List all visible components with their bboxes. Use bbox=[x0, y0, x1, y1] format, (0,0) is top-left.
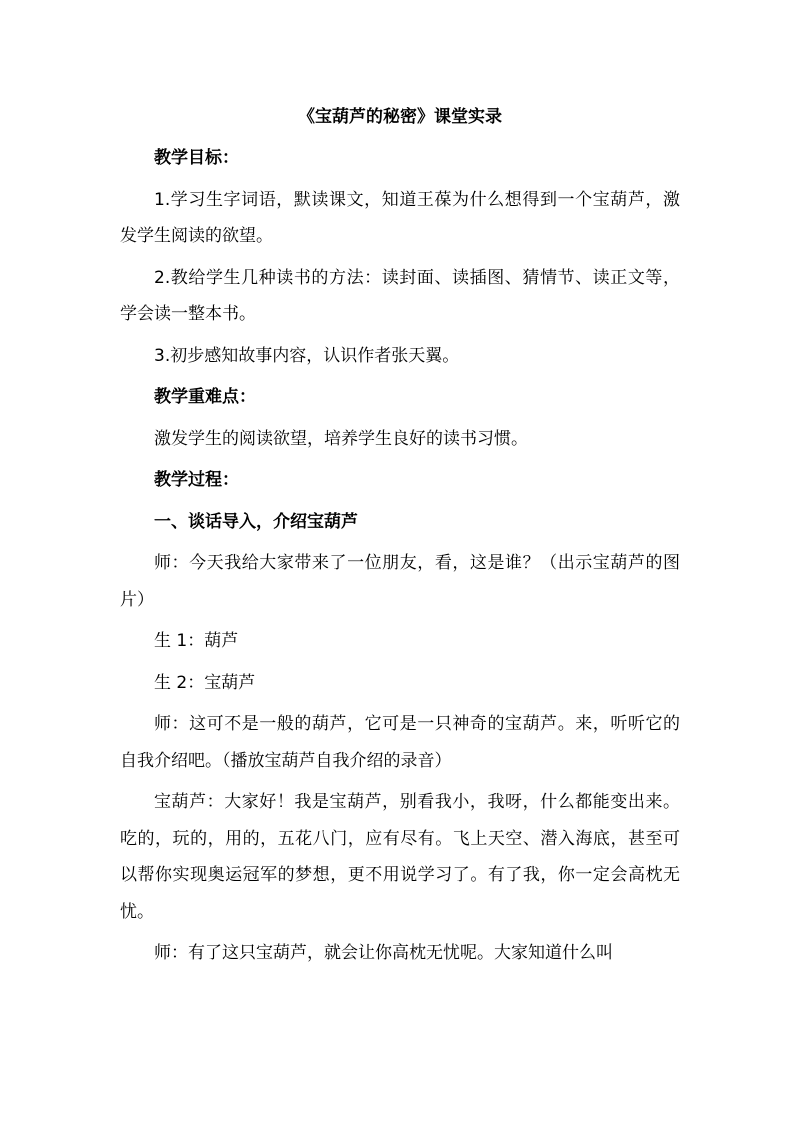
document-title: 《宝葫芦的秘密》课堂实录 bbox=[298, 107, 502, 127]
heading-teaching-goals: 教学目标： bbox=[154, 148, 239, 168]
dialogue-teacher-3: 师：有了这只宝葫芦，就会让你高枕无忧呢。大家知道什么叫 bbox=[154, 943, 613, 963]
goal-item-1: 1.学习生字词语，默读课文，知道王葆为什么想得到一个宝葫芦，激发学生阅读的欲望。 bbox=[120, 189, 680, 246]
goal-item-2: 2.教给学生几种读书的方法：读封面、读插图、猜情节、读正文等，学会读一整本书。 bbox=[120, 267, 680, 324]
dialogue-student-2: 生 2：宝葫芦 bbox=[154, 672, 256, 693]
key-points-text: 激发学生的阅读欲望，培养学生良好的读书习惯。 bbox=[154, 428, 528, 449]
goal-item-3: 3.初步感知故事内容，认识作者张天翼。 bbox=[154, 345, 460, 366]
heading-key-points: 教学重难点： bbox=[154, 387, 256, 407]
section-heading-1: 一、谈话导入，介绍宝葫芦 bbox=[154, 511, 358, 532]
dialogue-gourd: 宝葫芦：大家好！我是宝葫芦，别看我小，我呀，什么都能变出来。吃的，玩的，用的，五花八门，应有尽有。飞上天空、潜入海底，甚至可以帮你实现奥运冠军的梦想，更不用说学习了。有了我，你一定会高枕无忧。 bbox=[120, 792, 680, 922]
heading-teaching-process: 教学过程： bbox=[154, 470, 239, 490]
document-page bbox=[120, 100, 680, 977]
dialogue-student-1: 生 1：葫芦 bbox=[154, 631, 239, 651]
dialogue-teacher-2: 师：这可不是一般的葫芦，它可是一只神奇的宝葫芦。来，听听它的自我介绍吧。（播放宝葫芦自我介绍的录音） bbox=[120, 714, 680, 771]
dialogue-teacher-1: 师：今天我给大家带来了一位朋友，看，这是谁？（出示宝葫芦的图片） bbox=[120, 553, 680, 610]
